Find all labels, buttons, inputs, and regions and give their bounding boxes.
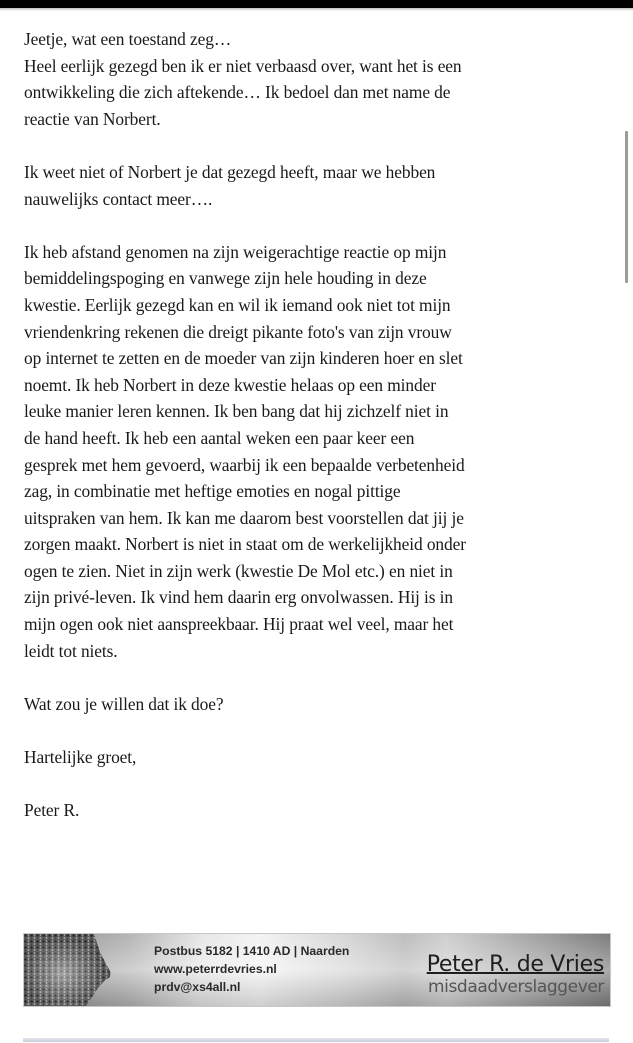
- text-line: vriendenkring rekenen die dreigt pikante foto's van zijn vrouw: [24, 321, 452, 342]
- brand-tagline: misdaadverslaggever: [427, 977, 604, 997]
- paragraph-contact: [24, 159, 624, 212]
- sender-name: [24, 797, 624, 824]
- text-line: gesprek met hem gevoerd, waarbij ik een bepaalde verbetenheid: [24, 454, 465, 475]
- text-line: kwestie. Eerlijk gezegd kan en wil ik iemand ook niet tot mijn: [24, 294, 451, 315]
- text-line: de hand heeft. Ik heb een aantal weken een paar keer een: [24, 427, 415, 448]
- text-line: bemiddelingspoging en vanwege zijn hele houding in deze: [24, 268, 427, 289]
- postal-address: Postbus 5182 | 1410 AD | Naarden: [154, 944, 350, 958]
- text-line: mijn ogen ook niet aanspreekbaar. Hij praat wel veel, maar het: [24, 614, 454, 635]
- text-line: leuke manier leren kennen. Ik ben bang dat hij zichzelf niet in: [24, 401, 449, 422]
- website-link[interactable]: www.peterrdevries.nl: [154, 962, 277, 976]
- signature-banner: [23, 933, 611, 1007]
- text-line: Jeetje, wat een toestand zeg…: [24, 29, 232, 49]
- text-line: op internet te zetten en de moeder van zijn kinderen hoer en slet: [24, 348, 463, 369]
- paragraph-main: [24, 239, 624, 665]
- text-line: zag, in combinatie met heftige emoties en nogal pittige: [24, 481, 401, 502]
- scrollbar[interactable]: [625, 131, 628, 283]
- text-line: Peter R.: [24, 800, 80, 821]
- text-line: Wat zou je willen dat ik doe?: [24, 693, 224, 714]
- fingerprint-face-icon: [24, 934, 112, 1006]
- text-line: zijn privé-leven. Ik vind hem daarin erg onvolwassen. Hij is in: [24, 587, 454, 608]
- email-link[interactable]: prdv@xs4all.nl: [154, 980, 241, 994]
- text-line: zorgen maakt. Norbert is niet in staat om de werkelijkheid onder: [24, 534, 466, 555]
- text-line: ogen te zien. Niet in zijn werk (kwestie De Mol etc.) en niet in: [24, 560, 453, 581]
- divider: [23, 1038, 609, 1042]
- closing-greeting: [24, 744, 624, 771]
- text-line: Heel eerlijk gezegd ben ik er niet verbaasd over, want het is een: [24, 55, 462, 76]
- text-line: Hartelijke groet,: [24, 747, 137, 768]
- text-line: noemt. Ik heb Norbert in deze kwestie helaas op een minder: [24, 374, 436, 395]
- text-line: reactie van Norbert.: [24, 108, 161, 129]
- text-line: nauwelijks contact meer….: [24, 188, 213, 209]
- text-line: uitspraken van hem. Ik kan me daarom best voorstellen dat jij je: [24, 507, 464, 528]
- text-line: Ik heb afstand genomen na zijn weigerachtige reactie op mijn: [24, 241, 447, 262]
- text-line: ontwikkeling die zich aftekende… Ik bedoel dan met name de: [24, 82, 451, 103]
- paragraph-intro: [24, 26, 624, 132]
- status-bar-shadow: [0, 8, 633, 11]
- brand-name: Peter R. de Vries: [426, 952, 604, 977]
- contact-details: [154, 942, 349, 996]
- text-line: leidt tot niets.: [24, 640, 118, 661]
- email-body: [24, 26, 624, 850]
- text-line: Ik weet niet of Norbert je dat gezegd heeft, maar we hebben: [24, 161, 436, 182]
- status-bar: [0, 0, 633, 8]
- paragraph-question: [24, 691, 624, 718]
